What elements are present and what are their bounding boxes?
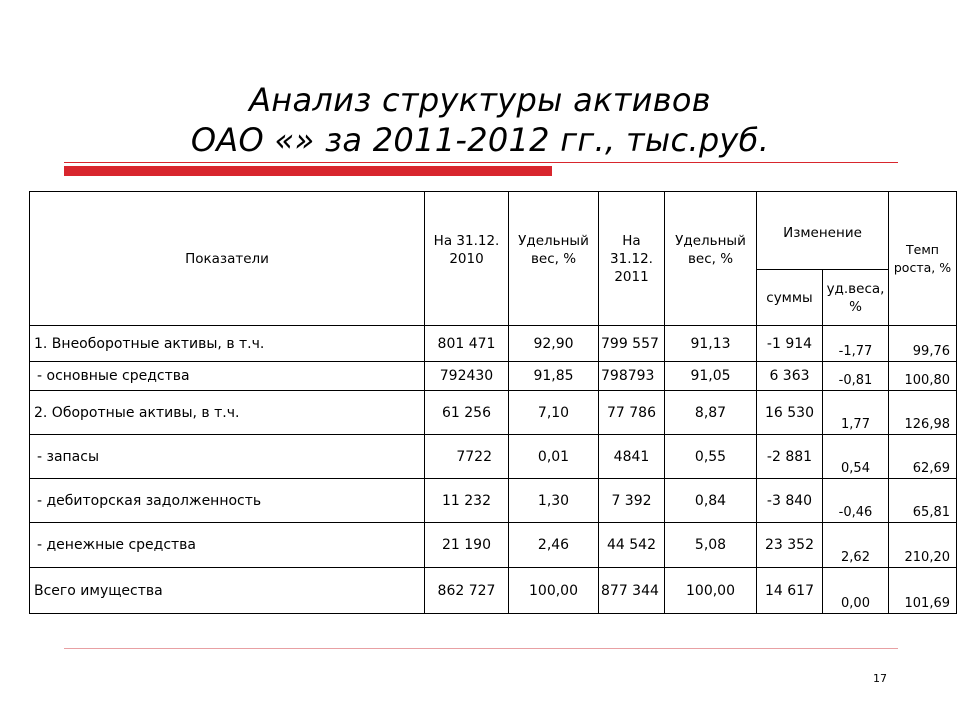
cell-change-share: -0,46 — [823, 479, 889, 523]
cell-value-2010: 792430 — [425, 362, 509, 391]
slide-number: 17 — [873, 672, 887, 685]
title-underline-bar — [64, 166, 552, 176]
cell-value-2010: 7722 — [425, 435, 509, 479]
cell-share-2010: 91,85 — [509, 362, 599, 391]
cell-share-2011: 91,05 — [665, 362, 757, 391]
cell-share-2011: 100,00 — [665, 568, 757, 614]
cell-share-2011: 0,55 — [665, 435, 757, 479]
cell-value-2011: 77 786 — [599, 391, 665, 435]
cell-share-2010: 7,10 — [509, 391, 599, 435]
table-row — [30, 326, 957, 362]
cell-share-2010: 0,01 — [509, 435, 599, 479]
cell-growth: 99,76 — [889, 326, 957, 362]
cell-value-2010: 21 190 — [425, 523, 509, 568]
cell-growth: 100,80 — [889, 362, 957, 391]
cell-change-share: 0,00 — [823, 568, 889, 614]
cell-change-sum: 23 352 — [757, 523, 823, 568]
cell-value-2010: 862 727 — [425, 568, 509, 614]
cell-value-2010: 11 232 — [425, 479, 509, 523]
row-label: 1. Внеоборотные активы, в т.ч. — [30, 326, 425, 362]
cell-change-sum: 6 363 — [757, 362, 823, 391]
table-header-row-1 — [30, 192, 957, 270]
cell-value-2010: 801 471 — [425, 326, 509, 362]
cell-change-share: 2,62 — [823, 523, 889, 568]
cell-growth: 101,69 — [889, 568, 957, 614]
cell-change-share: -1,77 — [823, 326, 889, 362]
cell-value-2011: 44 542 — [599, 523, 665, 568]
row-label: 2. Оборотные активы, в т.ч. — [30, 391, 425, 435]
cell-share-2010: 2,46 — [509, 523, 599, 568]
table-row — [30, 391, 957, 435]
cell-change-sum: -1 914 — [757, 326, 823, 362]
cell-value-2011: 799 557 — [599, 326, 665, 362]
cell-growth: 210,20 — [889, 523, 957, 568]
header-change: Изменение — [757, 192, 889, 270]
cell-change-share: 0,54 — [823, 435, 889, 479]
cell-value-2011: 7 392 — [599, 479, 665, 523]
cell-share-2011: 0,84 — [665, 479, 757, 523]
cell-growth: 126,98 — [889, 391, 957, 435]
cell-growth: 65,81 — [889, 479, 957, 523]
cell-change-sum: -3 840 — [757, 479, 823, 523]
header-change-sum: суммы — [757, 270, 823, 326]
cell-share-2011: 5,08 — [665, 523, 757, 568]
cell-value-2011: 798793 — [599, 362, 665, 391]
header-share-2011: Удельный вес, % — [665, 192, 757, 326]
row-label: - основные средства — [30, 362, 425, 391]
header-growth: Темп роста, % — [889, 192, 957, 326]
cell-share-2010: 100,00 — [509, 568, 599, 614]
table-row — [30, 362, 957, 391]
row-label: Всего имущества — [30, 568, 425, 614]
cell-change-share: 1,77 — [823, 391, 889, 435]
cell-share-2010: 1,30 — [509, 479, 599, 523]
cell-change-sum: 16 530 — [757, 391, 823, 435]
cell-share-2010: 92,90 — [509, 326, 599, 362]
table-row — [30, 523, 957, 568]
cell-growth: 62,69 — [889, 435, 957, 479]
footer-divider — [64, 648, 898, 649]
cell-change-share: -0,81 — [823, 362, 889, 391]
row-label: - дебиторская задолженность — [30, 479, 425, 523]
title-underline-thin — [64, 162, 898, 163]
cell-value-2011: 4841 — [599, 435, 665, 479]
slide-title-line-1: Анализ структуры активов — [249, 81, 711, 119]
header-share-2010: Удельный вес, % — [509, 192, 599, 326]
table-row-total — [30, 568, 957, 614]
table-row — [30, 479, 957, 523]
row-label: - денежные средства — [30, 523, 425, 568]
cell-value-2010: 61 256 — [425, 391, 509, 435]
table-row — [30, 435, 957, 479]
header-date-2010: На 31.12. 2010 — [425, 192, 509, 326]
header-indicator: Показатели — [30, 192, 425, 326]
cell-change-sum: -2 881 — [757, 435, 823, 479]
assets-structure-table — [29, 191, 957, 614]
cell-share-2011: 8,87 — [665, 391, 757, 435]
cell-value-2011: 877 344 — [599, 568, 665, 614]
row-label: - запасы — [30, 435, 425, 479]
cell-share-2011: 91,13 — [665, 326, 757, 362]
cell-change-sum: 14 617 — [757, 568, 823, 614]
header-date-2011: На 31.12. 2011 — [599, 192, 665, 326]
slide-title-line-2: ОАО «» за 2011-2012 гг., тыс.руб. — [190, 121, 770, 159]
header-change-share: уд.веса, % — [823, 270, 889, 326]
